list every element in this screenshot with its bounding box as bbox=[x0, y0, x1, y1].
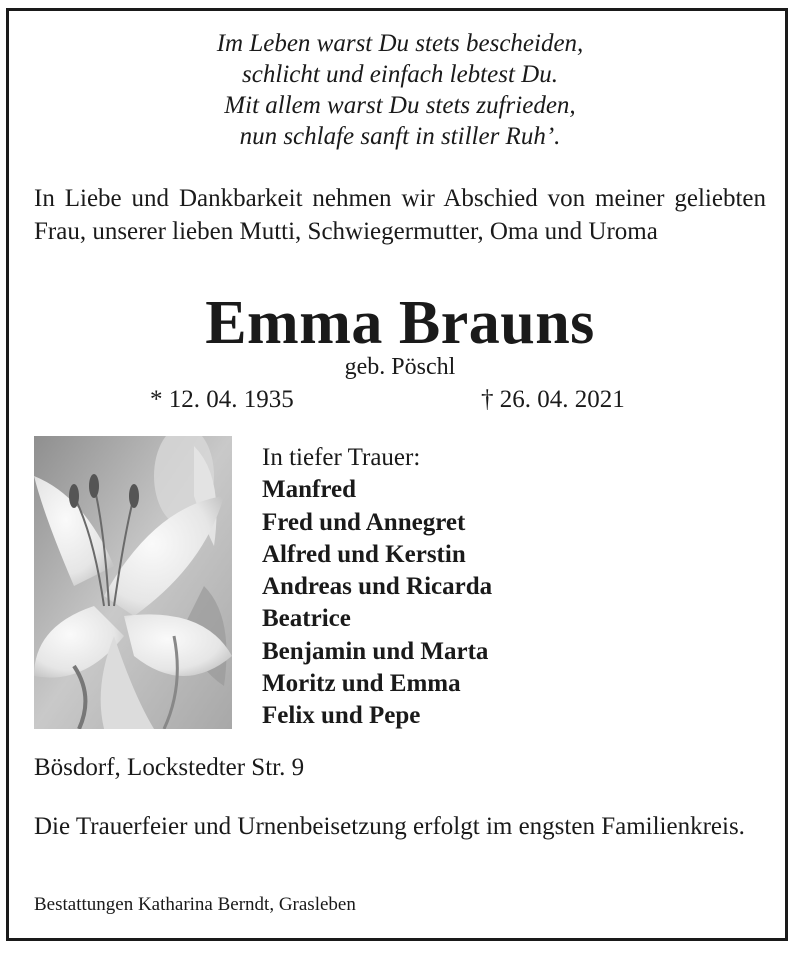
lily-photo bbox=[34, 436, 232, 729]
intro-text: In Liebe und Dankbarkeit nehmen wir Abschied von meiner geliebten Frau, unserer lieben Mutti, Schwiegermutter, Oma und Uroma bbox=[34, 185, 766, 245]
mourner-name: Fred und Annegret bbox=[262, 508, 466, 536]
mourner-name: Andreas und Ricarda bbox=[262, 573, 493, 601]
mourner-name: Alfred und Kerstin bbox=[262, 540, 466, 568]
family-address: Bösdorf, Lockstedter Str. 9 bbox=[34, 754, 305, 781]
mourner-name: Manfred bbox=[262, 476, 356, 504]
mourner-name: Benjamin und Marta bbox=[262, 637, 489, 665]
poem-line: Im Leben warst Du stets bescheiden, bbox=[216, 30, 584, 57]
mourner-name: Moritz und Emma bbox=[262, 670, 461, 698]
deceased-name: Emma Brauns bbox=[205, 289, 595, 357]
poem bbox=[0, 28, 800, 152]
poem-line: schlicht und einfach lebtest Du. bbox=[242, 61, 558, 88]
birth-date: * 12. 04. 1935 bbox=[150, 386, 294, 413]
poem-line: Mit allem warst Du stets zufrieden, bbox=[224, 92, 576, 119]
poem-line: nun schlafe sanft in stiller Ruh’. bbox=[239, 123, 561, 150]
mourners-list bbox=[262, 442, 492, 733]
ceremony-notice: Die Trauerfeier und Urnenbeisetzung erfolgt im engsten Familienkreis. bbox=[34, 813, 745, 840]
death-date: † 26. 04. 2021 bbox=[481, 386, 625, 413]
mourner-name: Beatrice bbox=[262, 605, 351, 633]
mourner-name: Felix und Pepe bbox=[262, 702, 421, 730]
lily-flower-image bbox=[34, 436, 232, 729]
mourning-lead: In tiefer Trauer: bbox=[262, 444, 421, 471]
maiden-name: geb. Pöschl bbox=[344, 354, 456, 380]
undertaker-credit: Bestattungen Katharina Berndt, Grasleben bbox=[34, 894, 356, 915]
